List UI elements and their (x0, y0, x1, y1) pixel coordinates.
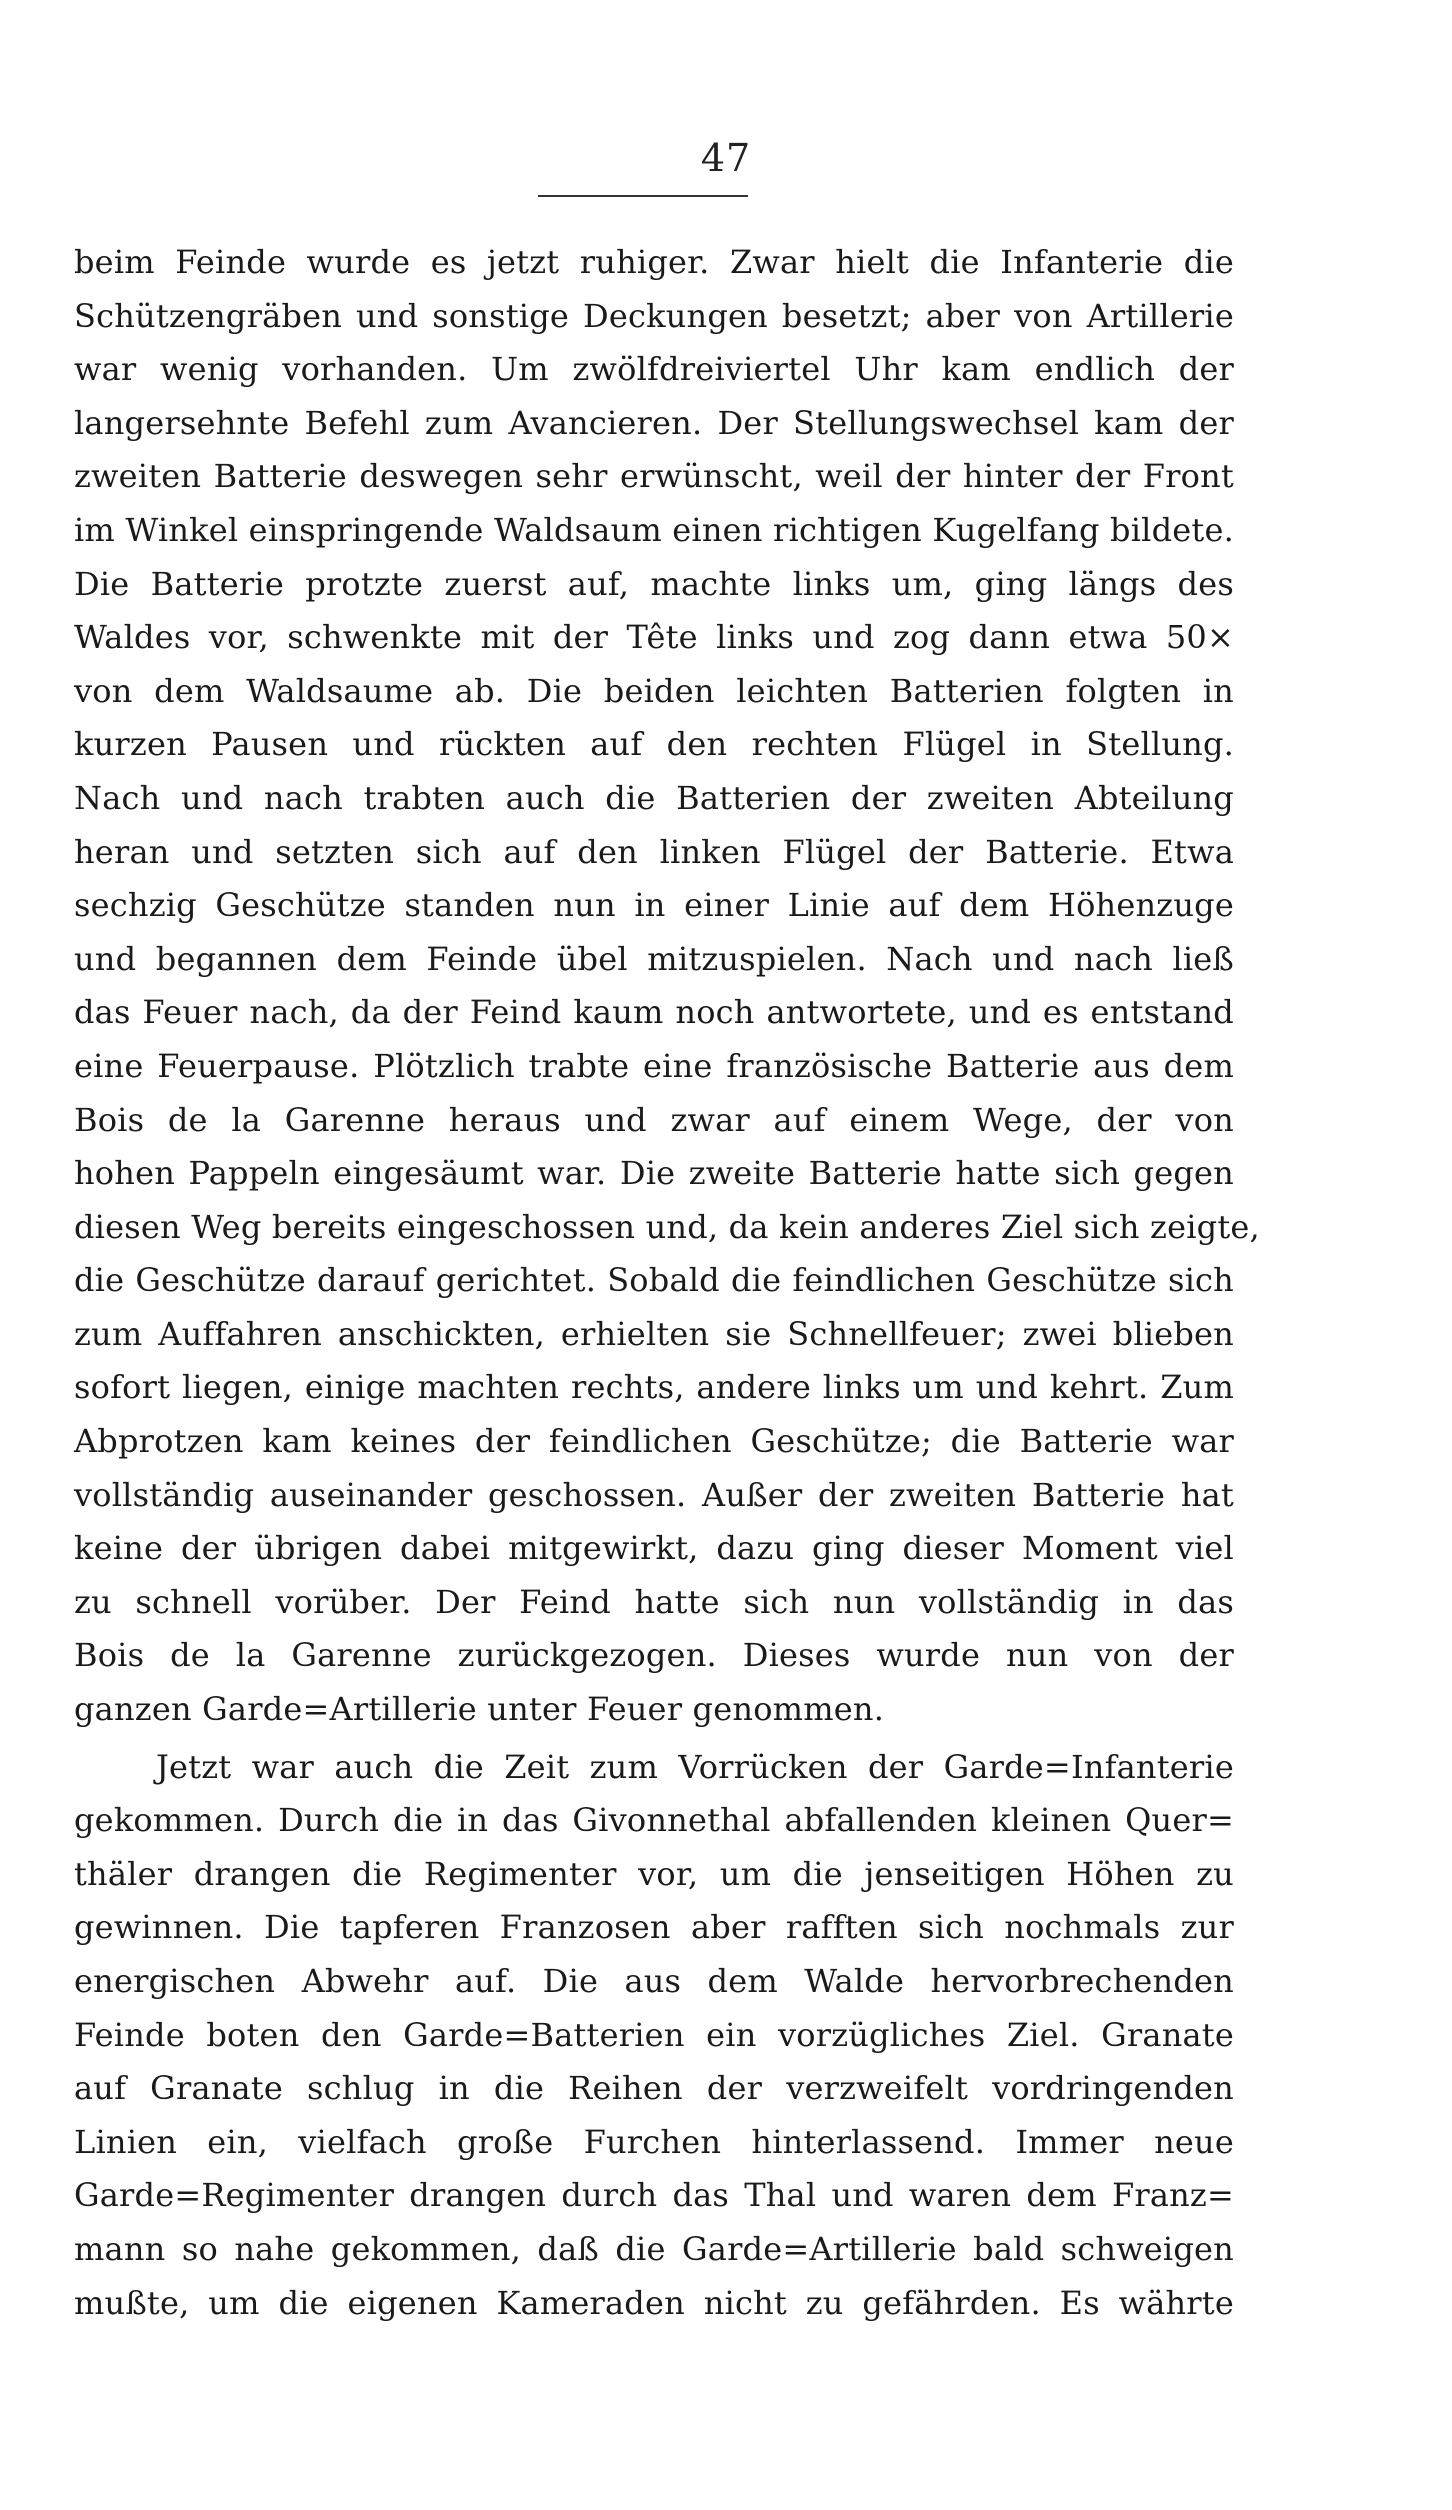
text-line: zum Auffahren anschickten, erhielten sie Schnellfeuer; zwei blieben (74, 1314, 1234, 1353)
text-line: keine der übrigen dabei mitgewirkt, dazu ging dieser Moment viel (74, 1529, 1234, 1568)
text-line: gekommen. Durch die in das Givonnethal abfallenden kleinen Quer= (74, 1801, 1234, 1840)
text-line: Linien ein, vielfach große Furchen hinterlassend. Immer neue (74, 2122, 1234, 2161)
text-line: Bois de la Garenne zurückgezogen. Dieses wurde nun von der (74, 1636, 1234, 1675)
text-line: thäler drangen die Regimenter vor, um die jenseitigen Höhen zu (74, 1854, 1234, 1893)
text-line: langersehnte Befehl zum Avancieren. Der Stellungswechsel kam der (74, 403, 1234, 442)
text-line: im Winkel einspringende Waldsaum einen richtigen Kugelfang bildete. (74, 510, 1234, 549)
text-line: das Feuer nach, da der Feind kaum noch antwortete, und es entstand (74, 993, 1234, 1032)
text-line: Schützengräben und sonstige Deckungen besetzt; aber von Artillerie (74, 296, 1234, 335)
header-rule (538, 195, 748, 197)
text-line: die Geschütze darauf gerichtet. Sobald die feindlichen Geschütze sich (74, 1261, 1234, 1300)
text-line: diesen Weg bereits eingeschossen und, da kein anderes Ziel sich zeigte, (74, 1207, 1260, 1246)
text-line: beim Feinde wurde es jetzt ruhiger. Zwar hielt die Infanterie die (74, 243, 1234, 281)
text-line: Garde=Regimenter drangen durch das Thal und waren dem Franz= (74, 2176, 1234, 2215)
text-line: zu schnell vorüber. Der Feind hatte sich nun vollständig in das (74, 1582, 1234, 1621)
text-line: Waldes vor, schwenkte mit der Tête links und zog dann etwa 50× (74, 618, 1234, 657)
paragraph-2 (74, 1741, 1234, 2331)
text-line: gewinnen. Die tapferen Franzosen aber rafften sich nochmals zur (74, 1908, 1234, 1947)
page-number: 47 (700, 136, 752, 180)
text-line: energischen Abwehr auf. Die aus dem Walde hervorbrechenden (74, 1962, 1234, 2000)
text-line: Jetzt war auch die Zeit zum Vorrücken der Garde=Infanterie (156, 1747, 1234, 1786)
text-line: von dem Waldsaume ab. Die beiden leichten Batterien folgten in (74, 671, 1234, 710)
text-line: sechzig Geschütze standen nun in einer Linie auf dem Höhenzuge (74, 886, 1234, 925)
text-line: kurzen Pausen und rückten auf den rechten Flügel in Stellung. (74, 725, 1234, 764)
text-line: und begannen dem Feinde übel mitzuspielen. Nach und nach ließ (74, 939, 1234, 978)
text-line: zweiten Batterie deswegen sehr erwünscht, weil der hinter der Front (74, 457, 1234, 496)
text-line: Bois de la Garenne heraus und zwar auf einem Wege, der von (74, 1100, 1234, 1139)
text-line: auf Granate schlug in die Reihen der verzweifelt vordringenden (74, 2069, 1234, 2108)
body-text (74, 236, 1260, 2330)
paragraph-1 (74, 236, 1260, 1737)
text-line: war wenig vorhanden. Um zwölfdreiviertel Uhr kam endlich der (74, 350, 1234, 389)
text-line: mann so nahe gekommen, daß die Garde=Artillerie bald schweigen (74, 2229, 1234, 2268)
text-line: Abprotzen kam keines der feindlichen Geschütze; die Batterie war (74, 1422, 1234, 1461)
text-line: heran und setzten sich auf den linken Flügel der Batterie. Etwa (74, 832, 1234, 871)
text-line: Die Batterie protzte zuerst auf, machte links um, ging längs des (74, 564, 1234, 603)
text-line: ganzen Garde=Artillerie unter Feuer genommen. (74, 1690, 885, 1729)
text-line: sofort liegen, einige machten rechts, andere links um und kehrt. Zum (74, 1368, 1234, 1407)
text-line: Nach und nach trabten auch die Batterien der zweiten Abteilung (74, 778, 1234, 817)
text-line: eine Feuerpause. Plötzlich trabte eine französische Batterie aus dem (74, 1046, 1234, 1085)
text-line: Feinde boten den Garde=Batterien ein vorzügliches Ziel. Granate (74, 2015, 1234, 2054)
text-line: mußte, um die eigenen Kameraden nicht zu gefährden. Es währte (74, 2283, 1234, 2322)
text-line: hohen Pappeln eingesäumt war. Die zweite Batterie hatte sich gegen (74, 1154, 1234, 1193)
text-line: vollständig auseinander geschossen. Außer der zweiten Batterie hat (74, 1475, 1234, 1514)
